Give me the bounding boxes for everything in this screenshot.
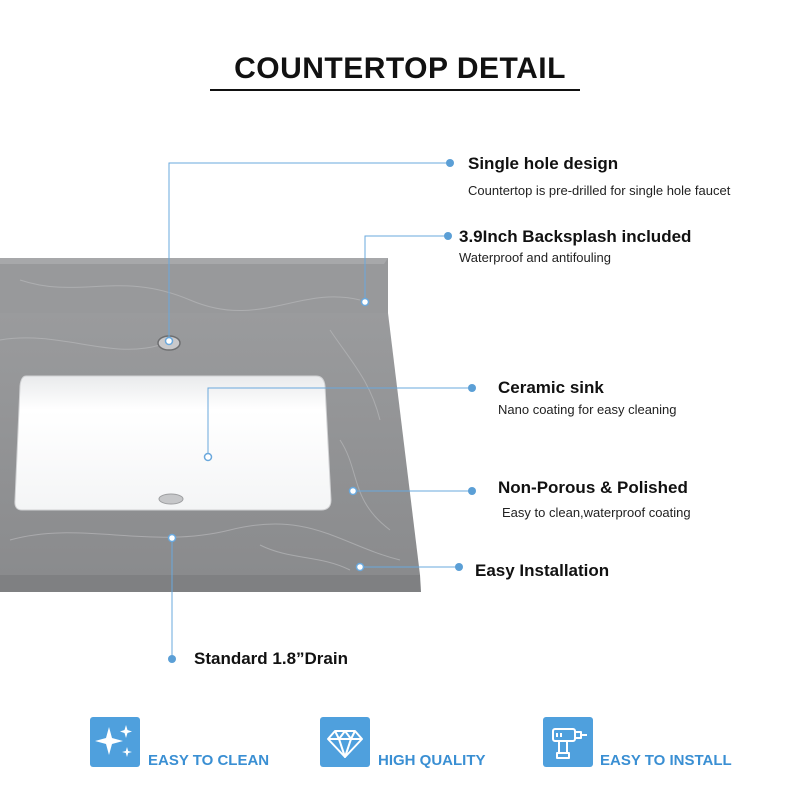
badge-label-easy-to-install: EASY TO INSTALL xyxy=(600,752,732,769)
feature-title-ceramic-sink: Ceramic sink xyxy=(498,378,604,397)
badge-label-easy-to-clean: EASY TO CLEAN xyxy=(148,752,270,769)
anchor-dot-ceramic-sink xyxy=(205,454,212,461)
diamond-icon xyxy=(320,717,370,767)
feature-title-single-hole: Single hole design xyxy=(468,154,619,173)
sparkle-icon xyxy=(90,717,140,767)
ceramic-sink xyxy=(15,376,331,510)
anchor-dot-non-porous xyxy=(350,488,357,495)
sink-drain xyxy=(159,494,183,504)
feature-title-installation: Easy Installation xyxy=(475,561,610,580)
feature-title-non-porous: Non-Porous & Polished xyxy=(498,478,688,497)
label-dot-installation xyxy=(455,563,463,571)
feature-desc-non-porous: Easy to clean,waterproof coating xyxy=(502,505,691,520)
drill-icon xyxy=(543,717,593,767)
feature-title-backsplash: 3.9Inch Backsplash included xyxy=(459,227,692,246)
feature-desc-backsplash: Waterproof and antifouling xyxy=(459,250,612,265)
label-dot-ceramic-sink xyxy=(468,384,476,392)
anchor-dot-single-hole xyxy=(166,338,173,345)
label-dot-backsplash xyxy=(444,232,452,240)
label-dot-single-hole xyxy=(446,159,454,167)
countertop-front-edge xyxy=(0,575,421,592)
backsplash-top-edge xyxy=(0,258,388,264)
badge-label-high-quality: HIGH QUALITY xyxy=(378,752,486,769)
anchor-dot-installation xyxy=(357,564,364,571)
anchor-dot-drain xyxy=(169,535,176,542)
anchor-dot-backsplash xyxy=(362,299,369,306)
feature-desc-ceramic-sink: Nano coating for easy cleaning xyxy=(498,402,677,417)
feature-title-drain: Standard 1.8”Drain xyxy=(194,649,348,668)
label-dot-non-porous xyxy=(468,487,476,495)
feature-desc-single-hole: Countertop is pre-drilled for single hole faucet xyxy=(468,183,731,198)
page-title: COUNTERTOP DETAIL xyxy=(234,52,566,85)
label-dot-drain xyxy=(168,655,176,663)
backsplash xyxy=(0,258,388,313)
